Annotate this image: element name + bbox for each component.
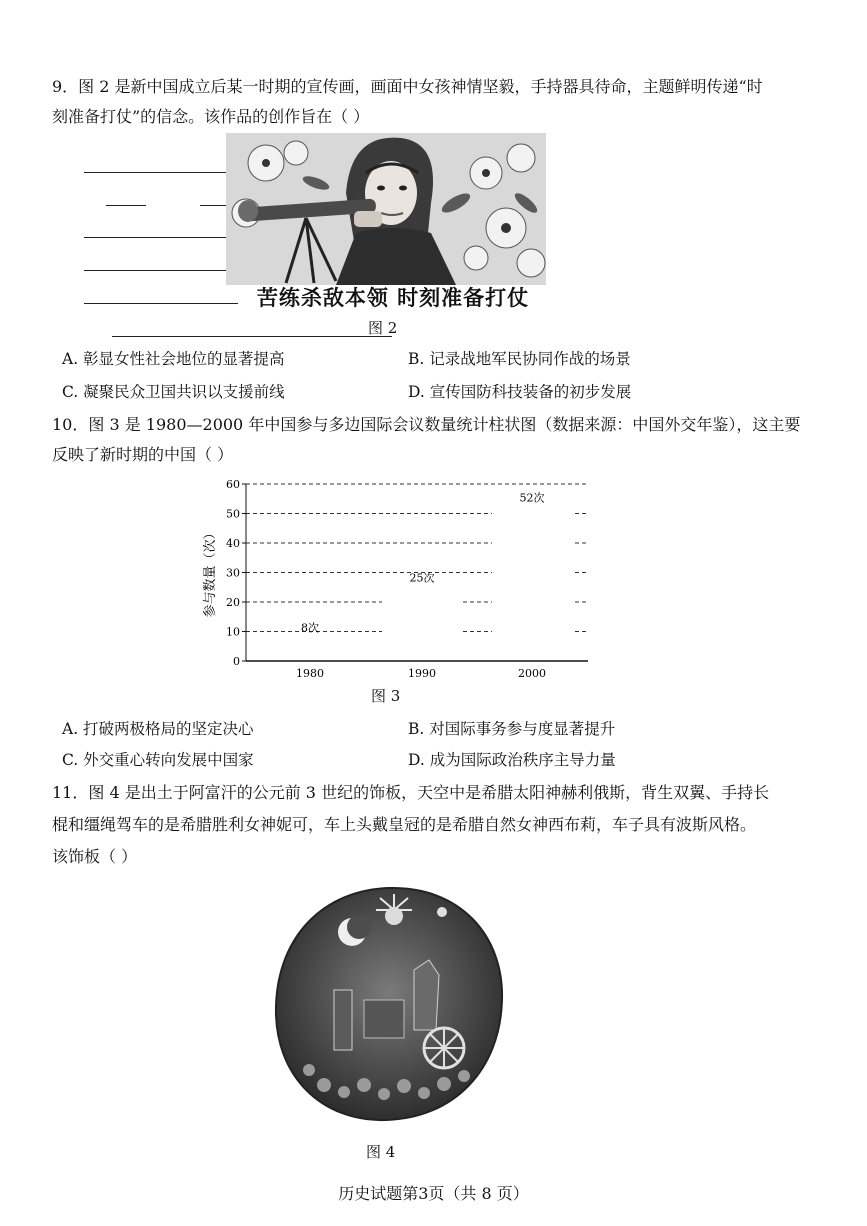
ruled-line xyxy=(84,172,226,173)
y-tick-label: 40 xyxy=(226,537,240,550)
q9-option-a[interactable]: A. 彰显女性社会地位的显著提高 xyxy=(62,350,285,368)
ruled-line xyxy=(112,336,392,337)
x-tick-label: 1980 xyxy=(296,667,324,680)
q10-option-a[interactable]: A. 打破两极格局的坚定决心 xyxy=(62,720,254,738)
y-axis-label: 参与数量（次） xyxy=(203,526,218,618)
data-label: 8次 xyxy=(301,621,319,635)
bar-1980 xyxy=(270,637,350,661)
data-label: 52次 xyxy=(519,491,545,505)
y-tick-label: 20 xyxy=(226,596,240,609)
figure-2-caption: 图 2 xyxy=(368,319,398,337)
ruled-line xyxy=(84,303,238,304)
y-tick-label: 30 xyxy=(226,566,240,580)
page-footer: 历史试题第3页（共 8 页） xyxy=(338,1184,529,1203)
figure-4-caption: 图 4 xyxy=(366,1143,396,1161)
data-label: 25次 xyxy=(409,571,435,585)
bar-1990 xyxy=(382,587,462,661)
ruled-line xyxy=(84,237,226,238)
q10-option-c[interactable]: C. 外交重心转向发展中国家 xyxy=(62,751,254,769)
q11-stem-line-3: 该饰板（ ） xyxy=(52,847,138,866)
ruled-line xyxy=(106,205,146,206)
ruled-line xyxy=(200,205,226,206)
q10-option-b[interactable]: B. 对国际事务参与度显著提升 xyxy=(408,720,616,738)
q10-option-d[interactable]: D. 成为国际政治秩序主导力量 xyxy=(408,751,616,769)
chart-bars xyxy=(270,508,572,661)
propaganda-poster-image xyxy=(226,133,546,285)
q9-stem-line-1: 9．图 2 是新中国成立后某一时期的宣传画，画面中女孩神情坚毅，手持器具待命，主题鲜明传递“时 xyxy=(52,77,763,96)
y-tick-labels xyxy=(226,478,240,668)
figure-3-caption: 图 3 xyxy=(371,687,401,705)
q9-option-b[interactable]: B. 记录战地军民协同作战的场景 xyxy=(408,350,631,368)
bar-2000 xyxy=(492,508,572,661)
x-tick-labels xyxy=(296,667,546,680)
y-tick-label: 50 xyxy=(226,507,240,521)
q9-option-c[interactable]: C. 凝聚民众卫国共识以支援前线 xyxy=(62,383,285,401)
q11-stem-line-2: 棍和缰绳驾车的是希腊胜利女神妮可，车上头戴皇冠的是希腊自然女神西布莉，车子具有波斯风格。 xyxy=(52,815,757,834)
q9-option-d[interactable]: D. 宣传国防科技装备的初步发展 xyxy=(408,383,632,401)
x-tick-label: 1990 xyxy=(408,667,436,680)
q11-stem-line-1: 11．图 4 是出土于阿富汗的公元前 3 世纪的饰板，天空中是希腊太阳神赫利俄斯，背生双翼、手持长 xyxy=(52,783,770,802)
y-tick-label: 60 xyxy=(226,478,240,491)
ancient-plaque-image xyxy=(264,880,514,1130)
bar-chart xyxy=(200,476,620,681)
y-tick-label: 0 xyxy=(233,655,240,668)
q9-stem-line-2: 刻准备打仗”的信念。该作品的创作旨在（ ） xyxy=(52,107,370,126)
q10-stem-line-2: 反映了新时期的中国（ ） xyxy=(52,445,234,464)
x-tick-label: 2000 xyxy=(518,667,546,680)
poster-slogan: 苦练杀敌本领 时刻准备打仗 xyxy=(256,286,530,310)
y-tick-label: 10 xyxy=(226,625,240,639)
q10-stem-line-1: 10．图 3 是 1980—2000 年中国参与多边国际会议数量统计柱状图（数据来源：中国外交年鉴），这主要 xyxy=(52,415,801,434)
ruled-line xyxy=(84,270,226,271)
